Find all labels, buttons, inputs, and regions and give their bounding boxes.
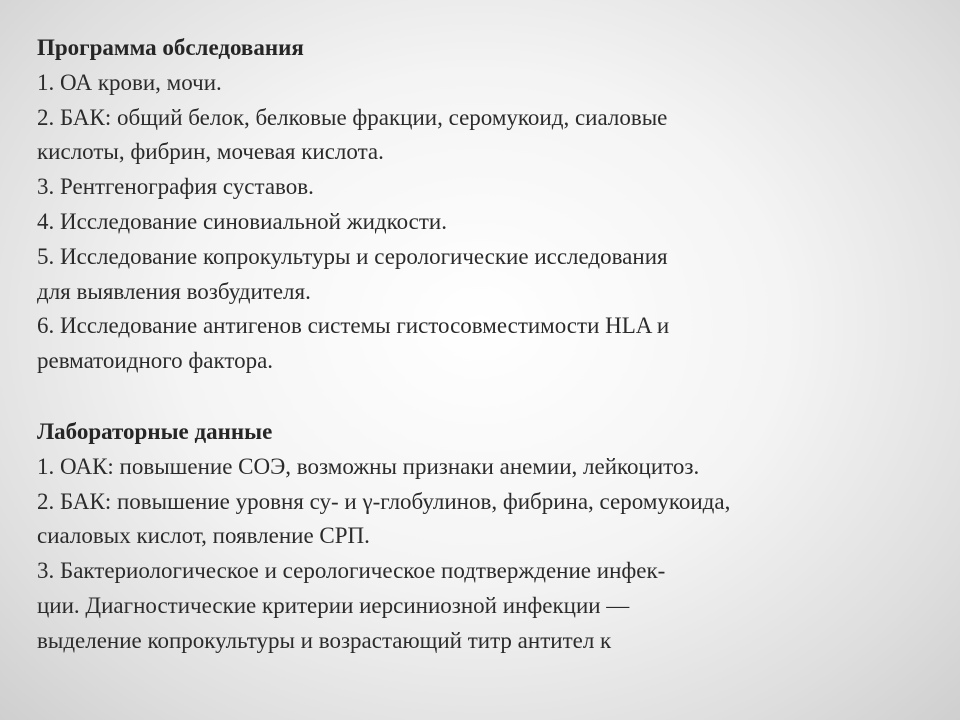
text-line: 3. Бактериологическое и серологическое подтверждение инфек- xyxy=(37,558,666,584)
slide-content xyxy=(37,31,937,659)
text-line: 4. Исследование синовиальной жидкости. xyxy=(37,208,447,234)
text-line: 1. ОАК: повышение СОЭ, возможны признаки анемии, лейкоцитоз. xyxy=(37,453,700,479)
section-title-examination-program: Программа обследования xyxy=(37,35,304,60)
section-title-lab-data: Лабораторные данные xyxy=(37,418,273,444)
text-line: 2. БАК: общий белок, белковые фракции, серомукоид, сиаловые xyxy=(37,104,668,130)
text-line: для выявления возбудителя. xyxy=(37,278,311,304)
text-line: 3. Рентгенография суставов. xyxy=(37,174,314,200)
text-line: 1. ОА крови, мочи. xyxy=(37,69,222,95)
text-line: 2. БАК: повышение уровня су- и γ-глобулинов, фибрина, серомукоида, xyxy=(37,488,731,514)
section-examination-program xyxy=(37,31,937,379)
text-line: ревматоидного фактора. xyxy=(37,348,274,374)
text-line: 5. Исследование копрокультуры и серологические исследования xyxy=(37,243,668,269)
text-line: 6. Исследование антигенов системы гистосовместимости HLA и xyxy=(37,313,670,339)
text-line: выделение копрокультуры и возрастающий титр антител к xyxy=(37,627,612,653)
text-line: кислоты, фибрин, мочевая кислота. xyxy=(37,139,384,165)
text-line: сиаловых кислот, появление СРП. xyxy=(37,523,370,549)
section-spacer xyxy=(37,379,937,415)
text-line: ции. Диагностические критерии иерсиниозной инфекции — xyxy=(37,592,630,618)
section-lab-data xyxy=(37,415,937,659)
